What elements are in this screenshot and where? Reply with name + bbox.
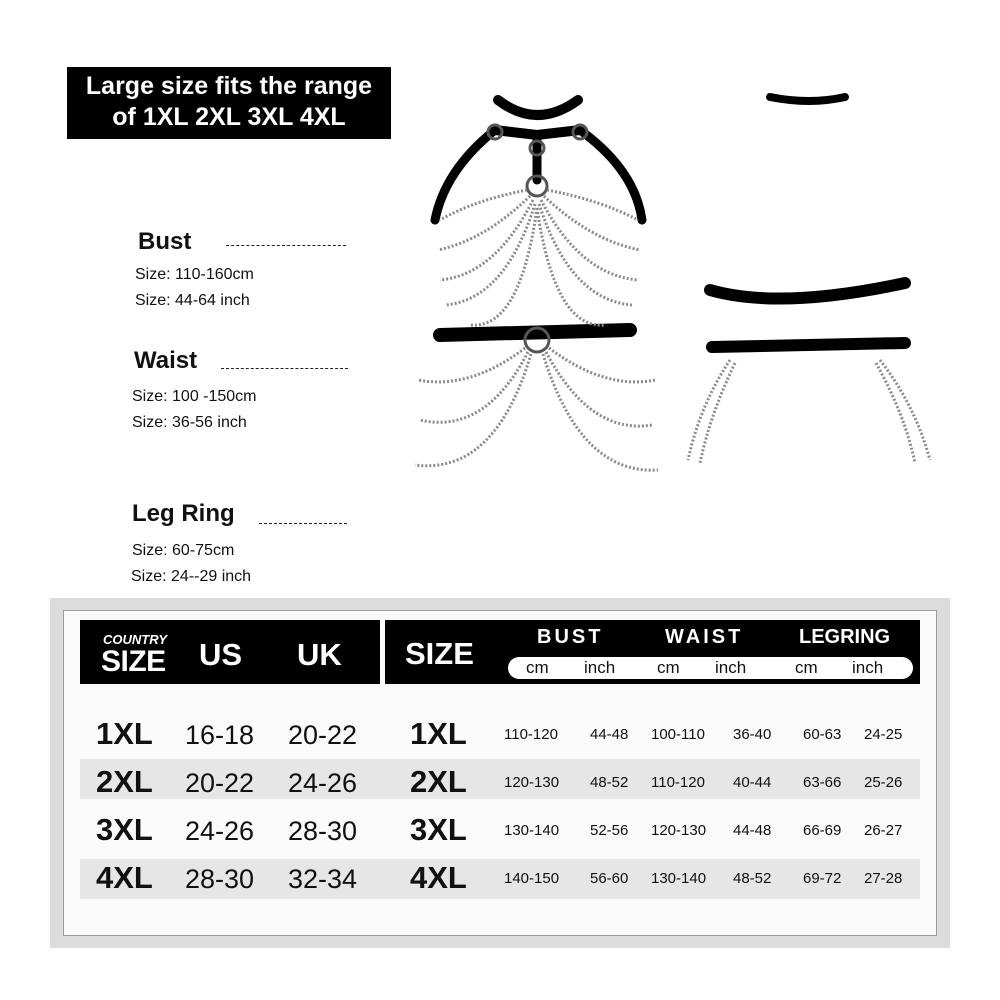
row-bust-cm: 120-130 xyxy=(504,774,560,791)
row-waist-cm: 130-140 xyxy=(651,870,707,887)
leg-ring-title: Leg Ring xyxy=(132,500,235,527)
row-waist-inch: 40-44 xyxy=(733,774,772,791)
size-range-banner xyxy=(67,67,391,139)
waist-size-inch: Size: 36-56 inch xyxy=(132,414,247,431)
waist-header: WAIST xyxy=(665,626,744,648)
row-size: 3XL xyxy=(96,812,153,847)
row-bust-inch: 44-48 xyxy=(590,726,629,743)
row-bust-cm: 130-140 xyxy=(504,822,560,839)
row-us: 28-30 xyxy=(185,864,255,894)
row-size: 4XL xyxy=(96,860,153,895)
us-header: US xyxy=(199,637,243,672)
row-waist-inch: 44-48 xyxy=(733,822,772,839)
country-size-label: SIZE xyxy=(101,645,166,678)
row-us: 24-26 xyxy=(185,816,255,846)
unit-legring-inch: inch xyxy=(852,658,884,677)
leg-ring-dash-line xyxy=(259,523,347,524)
size-header: SIZE xyxy=(405,636,474,671)
row-leg-inch: 26-27 xyxy=(864,822,903,839)
row-size-2: 2XL xyxy=(410,764,467,799)
row-waist-cm: 120-130 xyxy=(651,822,707,839)
row-waist-cm: 110-120 xyxy=(651,774,705,791)
row-size-2: 3XL xyxy=(410,812,467,847)
waist-title: Waist xyxy=(134,347,198,374)
row-us: 16-18 xyxy=(185,720,255,750)
waist-dash-line xyxy=(221,368,348,369)
row-size-2: 1XL xyxy=(410,716,467,751)
country-label: COUNTRY xyxy=(103,632,168,647)
row-leg-cm: 63-66 xyxy=(803,774,842,791)
harness-back-illustration xyxy=(680,85,940,470)
row-bust-inch: 48-52 xyxy=(590,774,629,791)
row-uk: 32-34 xyxy=(288,864,358,894)
uk-header: UK xyxy=(297,637,342,672)
row-leg-cm: 60-63 xyxy=(803,726,842,743)
row-leg-cm: 69-72 xyxy=(803,870,842,887)
row-leg-inch: 27-28 xyxy=(864,870,903,887)
row-us: 20-22 xyxy=(185,768,255,798)
bust-dash-line xyxy=(226,245,346,246)
bust-size-inch: Size: 44-64 inch xyxy=(135,292,250,309)
unit-waist-cm: cm xyxy=(657,658,680,677)
banner-line-2: of 1XL 2XL 3XL 4XL xyxy=(112,103,346,131)
row-leg-inch: 24-25 xyxy=(864,726,903,743)
row-bust-inch: 52-56 xyxy=(590,822,629,839)
leg-ring-size-inch: Size: 24--29 inch xyxy=(131,568,252,585)
banner-line-1: Large size fits the range xyxy=(85,72,373,100)
bust-size-cm: Size: 110-160cm xyxy=(135,266,254,283)
row-bust-inch: 56-60 xyxy=(590,870,629,887)
row-leg-cm: 66-69 xyxy=(803,822,842,839)
harness-front-illustration xyxy=(400,90,670,490)
waist-size-cm: Size: 100 -150cm xyxy=(132,388,257,405)
row-bust-cm: 110-120 xyxy=(504,726,558,743)
row-waist-cm: 100-110 xyxy=(651,726,705,743)
legring-header: LEGRING xyxy=(799,626,891,648)
row-size-2: 4XL xyxy=(410,860,467,895)
row-uk: 24-26 xyxy=(288,768,358,798)
row-size: 1XL xyxy=(96,716,153,751)
row-waist-inch: 48-52 xyxy=(733,870,772,887)
row-uk: 20-22 xyxy=(288,720,358,750)
row-uk: 28-30 xyxy=(288,816,358,846)
unit-bust-inch: inch xyxy=(584,658,616,677)
unit-waist-inch: inch xyxy=(715,658,747,677)
bust-title: Bust xyxy=(138,228,192,255)
bust-header: BUST xyxy=(537,626,604,648)
row-waist-inch: 36-40 xyxy=(733,726,772,743)
row-size: 2XL xyxy=(96,764,153,799)
leg-ring-size-cm: Size: 60-75cm xyxy=(132,542,235,559)
row-bust-cm: 140-150 xyxy=(504,870,560,887)
unit-bust-cm: cm xyxy=(526,658,549,677)
row-leg-inch: 25-26 xyxy=(864,774,903,791)
unit-legring-cm: cm xyxy=(795,658,818,677)
